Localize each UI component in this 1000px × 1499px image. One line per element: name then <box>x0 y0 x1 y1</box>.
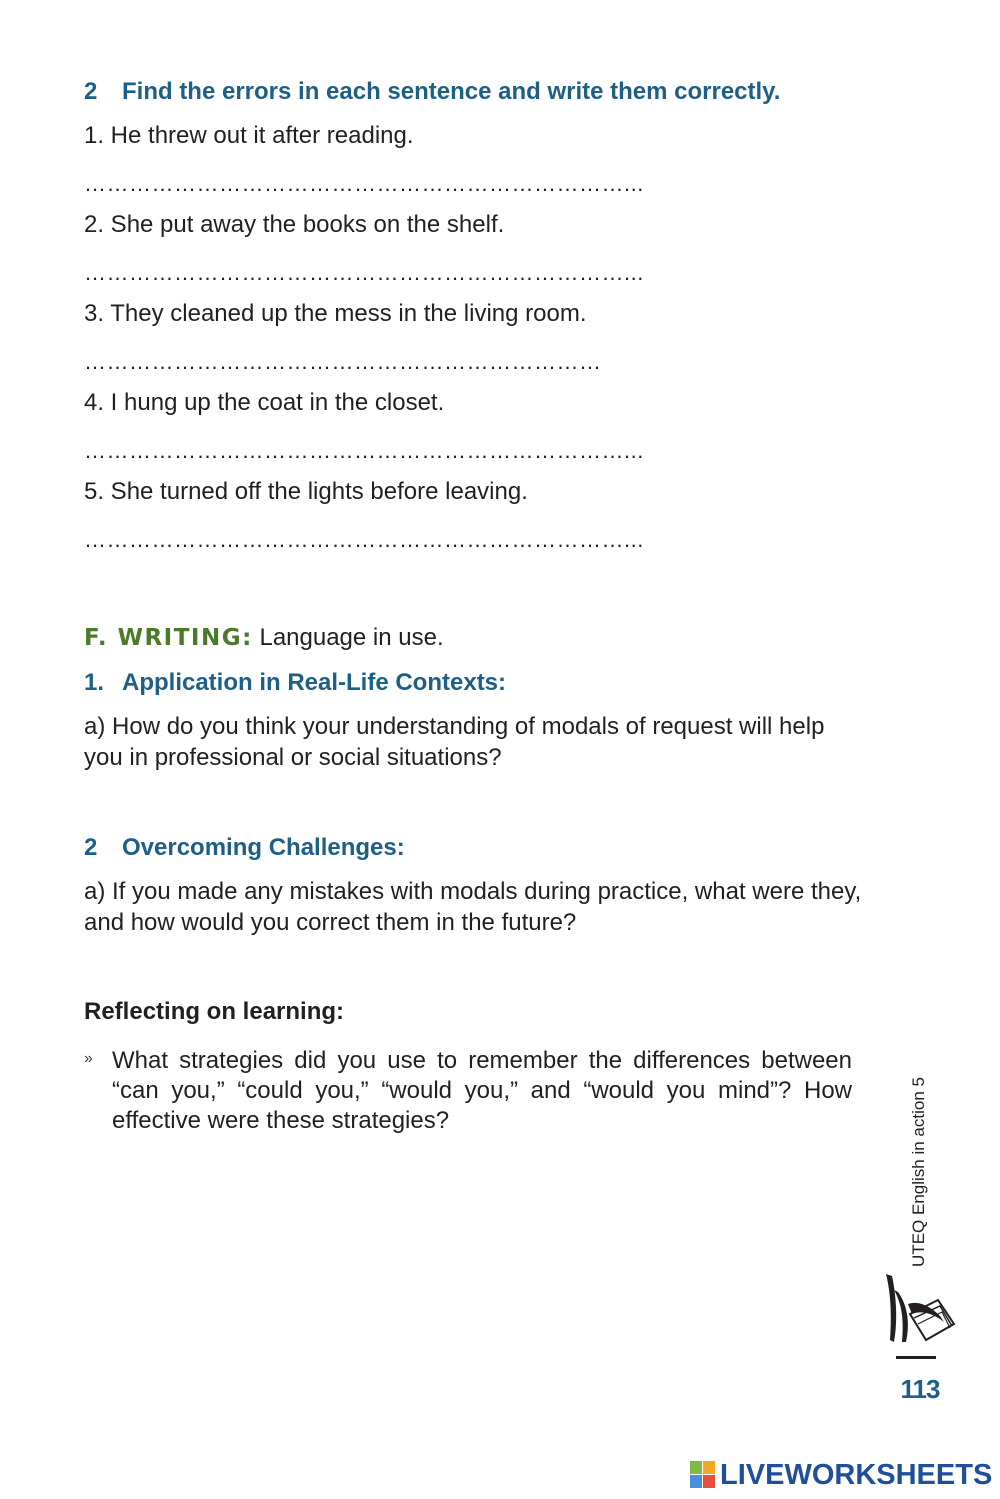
reflecting-text <box>112 1046 852 1136</box>
answer-line[interactable]: ………………………………………………………………... <box>84 260 644 285</box>
sentence-item: 3. They cleaned up the mess in the living room. <box>84 300 587 327</box>
challenges-heading <box>84 834 405 862</box>
exercise-number: 2 <box>84 78 98 105</box>
answer-line[interactable]: ………………………………………………………………... <box>84 527 644 552</box>
page-number: 113 <box>900 1374 940 1404</box>
reflecting-question: What strategies did you use to remember the differences between “can you,” “could you,” “would you,” and “would you mind”? How effective were these strategies? <box>112 1047 852 1134</box>
section-writing-heading <box>84 624 444 652</box>
sentence-item: 4. I hung up the coat in the closet. <box>84 389 445 416</box>
book-title-vertical: UTEQ English in action 5 <box>909 1077 928 1267</box>
open-book-icon <box>880 1270 960 1348</box>
bullet-icon: » <box>84 1050 93 1067</box>
exercise-heading <box>84 78 780 106</box>
section-subtitle: Language in use. <box>259 624 444 651</box>
liveworksheets-brand[interactable] <box>690 1455 992 1495</box>
section-label: F. WRITING: <box>84 625 253 651</box>
application-title: Application in Real-Life Contexts: <box>122 669 507 696</box>
sentence-item: 5. She turned off the lights before leaving. <box>84 478 528 505</box>
application-number: 1. <box>84 669 105 696</box>
application-heading <box>84 669 506 697</box>
brand-text: LIVEWORKSHEETS <box>720 1458 993 1491</box>
challenges-number: 2 <box>84 834 98 861</box>
exercise-title: Find the errors in each sentence and write them correctly. <box>122 78 781 105</box>
application-question: a) How do you think your understanding of modals of request will help you in professional or social situations? <box>84 713 825 771</box>
answer-line[interactable]: …………………………………………………………… <box>84 349 602 374</box>
liveworksheets-logo-icon <box>690 1461 716 1489</box>
challenges-title: Overcoming Challenges: <box>122 834 405 861</box>
sentence-item: 1. He threw out it after reading. <box>84 122 414 149</box>
page-number-rule <box>896 1356 936 1359</box>
challenges-question: a) If you made any mistakes with modals during practice, what were they, and how would you correct them in the future? <box>84 878 862 936</box>
sentence-item: 2. She put away the books on the shelf. <box>84 211 505 238</box>
reflecting-heading: Reflecting on learning: <box>84 998 345 1025</box>
answer-line[interactable]: ………………………………………………………………... <box>84 171 644 196</box>
answer-line[interactable]: ………………………………………………………………... <box>84 438 644 463</box>
